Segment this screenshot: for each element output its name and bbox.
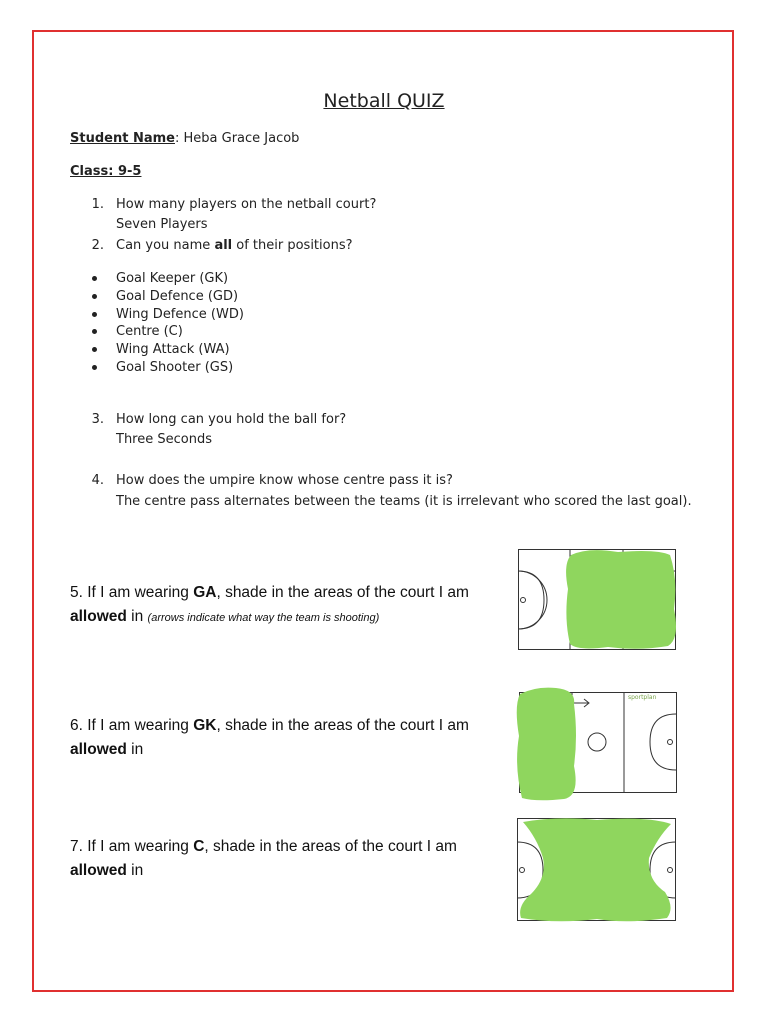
- answer-text: Seven Players: [116, 217, 208, 232]
- shaded-area: [517, 688, 576, 801]
- court-question-6: 6. If I am wearing GK, shade in the areas of the court I am allowed in: [70, 717, 469, 758]
- list-item: Wing Defence (WD): [92, 306, 244, 324]
- student-name-value: Heba Grace Jacob: [179, 131, 300, 146]
- page-title: Netball QUIZ: [323, 90, 445, 112]
- answer-text: Three Seconds: [116, 432, 212, 447]
- list-item: Centre (C): [92, 323, 244, 341]
- court-diagram-gk: [516, 686, 678, 802]
- question-text: How does the umpire know whose centre pass it is?: [116, 473, 453, 488]
- court-diagram-ga: [518, 549, 676, 651]
- class-label: Class: 9-5: [70, 164, 142, 179]
- question-text: How many players on the netball court?: [116, 197, 377, 212]
- question-text: Can you name all of their positions?: [116, 238, 353, 253]
- shooting-note: (arrows indicate what way the team is shooting): [147, 612, 380, 624]
- court-question-5: 5. If I am wearing GA, shade in the areas of the court I am allowed in (arrows indicate what way the team is shooting): [70, 584, 469, 625]
- list-item: Goal Defence (GD): [92, 288, 244, 306]
- list-item: Goal Keeper (GK): [92, 270, 244, 288]
- list-item: Wing Attack (WA): [92, 341, 244, 359]
- question-text: How long can you hold the ball for?: [116, 412, 347, 427]
- shaded-area: [566, 550, 676, 649]
- student-name-line: Student Name: Heba Grace Jacob: [70, 131, 300, 146]
- court-question-7: 7. If I am wearing C, shade in the areas of the court I am allowed in: [70, 838, 457, 879]
- list-item: Goal Shooter (GS): [92, 359, 244, 377]
- court-diagram-c: [517, 818, 677, 922]
- student-name-label: Student Name: [70, 131, 175, 146]
- positions-list: [92, 270, 244, 377]
- sportplan-logo: sportplan: [628, 694, 657, 701]
- answer-text: The centre pass alternates between the teams (it is irrelevant who scored the last goal).: [116, 494, 692, 509]
